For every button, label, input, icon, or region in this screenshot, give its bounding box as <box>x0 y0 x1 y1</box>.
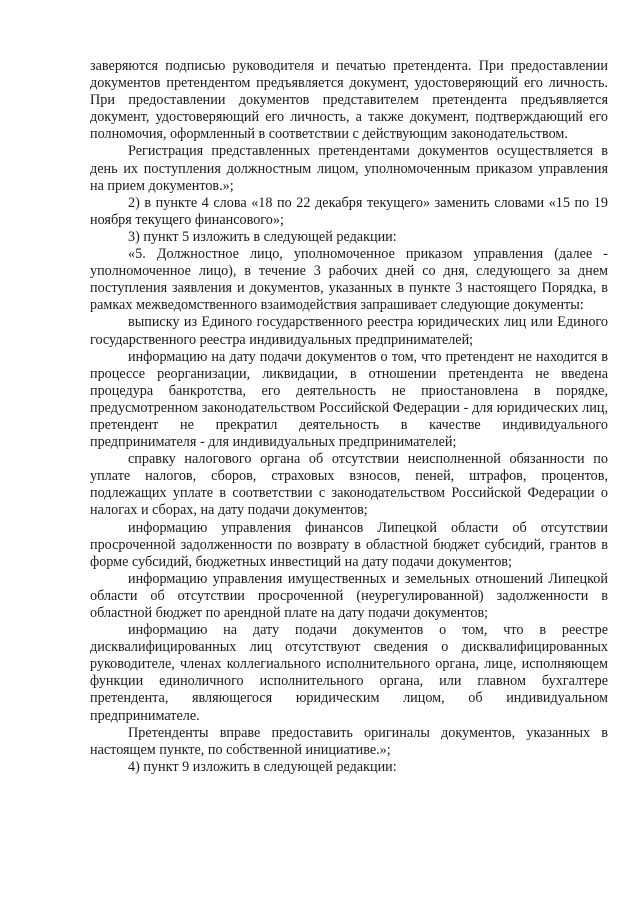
paragraph-2: Регистрация представленных претендентами документов осуществляется в день их поступления должностным лицом, уполномоченным приказом управления на прием документов.»; <box>90 143 608 194</box>
paragraph-6: выписку из Единого государственного реестра юридических лиц или Единого государственного реестра индивидуальных предпринимателей; <box>90 314 608 348</box>
paragraph-8: справку налогового органа об отсутствии неисполненной обязанности по уплате налогов, сборов, страховых взносов, пеней, штрафов, процентов, подлежащих уплате в соответствии с законодательством Российской Федерации о налогах и сборах, на дату подачи документов; <box>90 451 608 519</box>
paragraph-12: Претенденты вправе предоставить оригиналы документов, указанных в настоящем пункте, по собственной инициативе.»; <box>90 724 608 758</box>
paragraph-5: «5. Должностное лицо, уполномоченное приказом управления (далее - уполномоченное лицо), в течение 3 рабочих дней со дня, следующего за днем поступления заявления и документов, указанных в пункте 3 настоящего Порядка, в рамках межведомственного взаимодействия запрашивает следующие документы: <box>90 246 608 314</box>
paragraph-7: информацию на дату подачи документов о том, что претендент не находится в процессе реорганизации, ликвидации, в отношении претендента не введена процедура банкротства, его деятельность не приостановлена в порядке, предусмотренном законодательством Российской Федерации - для юридических лиц, претендент не прекратил деятельность в качестве индивидуального предпринимателя - для индивидуальных предпринимателей; <box>90 348 608 451</box>
document-page <box>90 58 608 776</box>
paragraph-4: 3) пункт 5 изложить в следующей редакции: <box>128 228 397 245</box>
paragraph-1: заверяются подписью руководителя и печатью претендента. При предоставлении документов претендентом предъявляется документ, удостоверяющий его личность. При предоставлении документов представителем претендента предъявляется документ, удостоверяющий его личность, а также документ, подтверждающий его полномочия, оформленный в соответствии с действующим законодательством. <box>90 58 608 143</box>
paragraph-3: 2) в пункте 4 слова «18 по 22 декабря текущего» заменить словами «15 по 19 ноября текущего финансового»; <box>90 194 608 228</box>
paragraph-13: 4) пункт 9 изложить в следующей редакции: <box>128 758 397 775</box>
paragraph-9: информацию управления финансов Липецкой области об отсутствии просроченной задолженности по возврату в областной бюджет субсидий, грантов в форме субсидий, бюджетных инвестиций на дату подачи документов; <box>90 519 608 570</box>
paragraph-10: информацию управления имущественных и земельных отношений Липецкой области об отсутствии просроченной (неурегулированной) задолженности в областной бюджет по арендной плате на дату подачи документов; <box>90 570 608 621</box>
paragraph-11: информацию на дату подачи документов о том, что в реестре дисквалифицированных лиц отсутствуют сведения о дисквалифицированных руководителе, членах коллегиального исполнительного органа, лице, исполняющем функции единоличного исполнительного органа, или главном бухгалтере претендента, являющегося юридическим лицом, об индивидуальном предпринимателе. <box>90 622 608 724</box>
